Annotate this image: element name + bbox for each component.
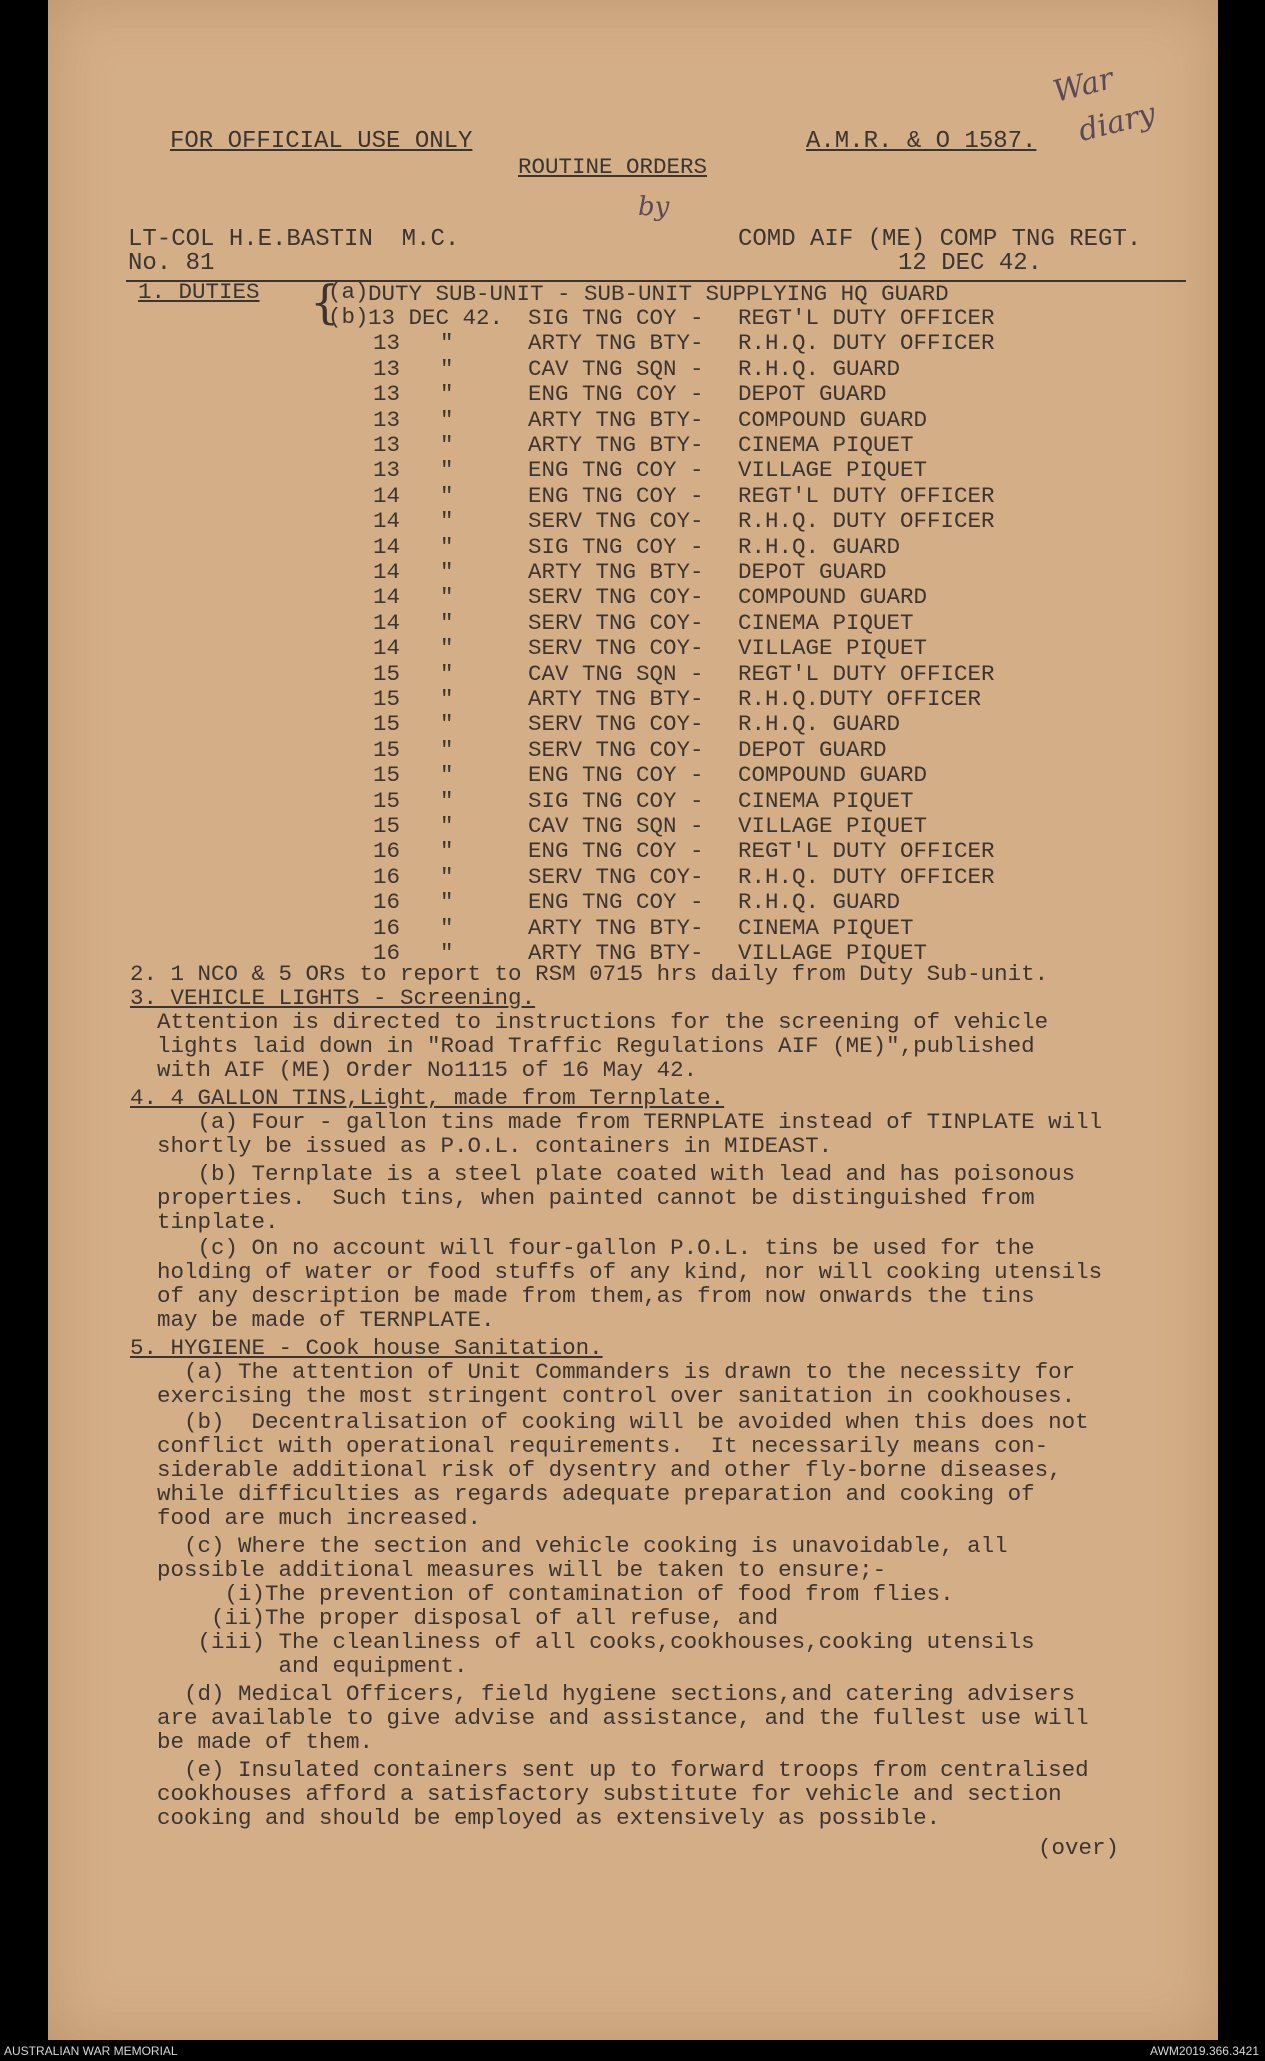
footer-accession: AWM2019.366.3421 bbox=[1150, 2044, 1259, 2058]
duty-day: 15 bbox=[373, 686, 401, 712]
duty-day: 15 bbox=[373, 661, 401, 687]
handwritten-note-diary: diary bbox=[1074, 96, 1160, 149]
duty-unit: ARTY TNG BTY- bbox=[528, 686, 704, 712]
item-5-line: (i)The prevention of contamination of food from flies. bbox=[130, 1581, 954, 1607]
ditto-mark: " bbox=[440, 635, 454, 661]
ditto-mark: " bbox=[440, 838, 454, 864]
duty-unit: SIG TNG COY - bbox=[528, 788, 704, 814]
item-5-line: (d) Medical Officers, field hygiene sections,and catering advisers bbox=[130, 1681, 1076, 1707]
item-5-line: (a) The attention of Unit Commanders is drawn to the necessity for bbox=[130, 1359, 1076, 1385]
item-5-line: exercising the most stringent control over sanitation in cookhouses. bbox=[130, 1383, 1076, 1409]
ditto-mark: " bbox=[440, 915, 454, 941]
duty-day: 14 bbox=[373, 483, 401, 509]
ditto-mark: " bbox=[440, 661, 454, 687]
duty-day: 15 bbox=[373, 711, 401, 737]
duty-unit: ENG TNG COY - bbox=[528, 762, 704, 788]
item-4-heading: 4. 4 GALLON TINS,Light, made from Ternplate. bbox=[130, 1085, 725, 1111]
handwritten-by: by bbox=[638, 192, 670, 222]
duty-day: 16 bbox=[373, 889, 401, 915]
item-4-line: shortly be issued as P.O.L. containers in MIDEAST. bbox=[130, 1133, 833, 1159]
classification: FOR OFFICIAL USE ONLY bbox=[170, 128, 473, 155]
duty-unit: ENG TNG COY - bbox=[528, 838, 704, 864]
duty-day: 13 bbox=[373, 457, 401, 483]
item-4-line: of any description be made from them,as from now onwards the tins bbox=[130, 1283, 1035, 1309]
duty-day: 16 bbox=[373, 940, 401, 966]
duty-unit: CAV TNG SQN - bbox=[528, 813, 704, 839]
brace-icon: { bbox=[310, 275, 340, 329]
duty-day: 14 bbox=[373, 534, 401, 560]
item-5-line: food are much increased. bbox=[130, 1505, 482, 1531]
duty-assignment: REGT'L DUTY OFFICER bbox=[738, 661, 995, 687]
duties-a-text: DUTY SUB-UNIT - SUB-UNIT SUPPLYING HQ GUARD bbox=[368, 281, 949, 307]
item-4-line: properties. Such tins, when painted cannot be distinguished from bbox=[130, 1185, 1035, 1211]
duty-day: 14 bbox=[373, 584, 401, 610]
duty-assignment: R.H.Q. DUTY OFFICER bbox=[738, 330, 995, 356]
duty-assignment: COMPOUND GUARD bbox=[738, 407, 928, 433]
item-4-line: may be made of TERNPLATE. bbox=[130, 1307, 495, 1333]
ditto-mark: " bbox=[440, 559, 454, 585]
duty-unit: CAV TNG SQN - bbox=[528, 356, 704, 382]
duty-day: 15 bbox=[373, 788, 401, 814]
duty-unit: ENG TNG COY - bbox=[528, 381, 704, 407]
ditto-mark: " bbox=[440, 356, 454, 382]
duties-heading: 1. DUTIES bbox=[138, 279, 260, 305]
duty-day: 13 DEC 42. bbox=[368, 305, 504, 331]
item-5-line: and equipment. bbox=[130, 1653, 468, 1679]
duty-unit: SERV TNG COY- bbox=[528, 711, 704, 737]
duty-unit: SERV TNG COY- bbox=[528, 864, 704, 890]
duty-assignment: DEPOT GUARD bbox=[738, 381, 887, 407]
ditto-mark: " bbox=[440, 610, 454, 636]
item-4-line: (c) On no account will four-gallon P.O.L. tins be used for the bbox=[130, 1235, 1035, 1261]
duty-day: 15 bbox=[373, 813, 401, 839]
duty-unit: ARTY TNG BTY- bbox=[528, 915, 704, 941]
item-5-line: (ii)The proper disposal of all refuse, and bbox=[130, 1605, 779, 1631]
duty-unit: ARTY TNG BTY- bbox=[528, 559, 704, 585]
item-5-line: conflict with operational requirements. It necessarily means con- bbox=[130, 1433, 1049, 1459]
duty-unit: SERV TNG COY- bbox=[528, 508, 704, 534]
order-date: 12 DEC 42. bbox=[898, 250, 1043, 277]
item-5-line: (c) Where the section and vehicle cooking is unavoidable, all bbox=[130, 1533, 1008, 1559]
duty-assignment: COMPOUND GUARD bbox=[738, 762, 928, 788]
ditto-mark: " bbox=[440, 381, 454, 407]
duty-day: 14 bbox=[373, 559, 401, 585]
duty-day: 15 bbox=[373, 737, 401, 763]
over-marker: (over) bbox=[1038, 1835, 1120, 1861]
item-5-line: are available to give advise and assistance, and the fullest use will bbox=[130, 1705, 1089, 1731]
order-number: No. 81 bbox=[128, 250, 215, 277]
ditto-mark: " bbox=[440, 940, 454, 966]
duty-unit: ENG TNG COY - bbox=[528, 483, 704, 509]
ditto-mark: " bbox=[440, 483, 454, 509]
document-page bbox=[48, 0, 1218, 2040]
duty-day: 16 bbox=[373, 915, 401, 941]
item-4-line: holding of water or food stuffs of any kind, nor will cooking utensils bbox=[130, 1259, 1103, 1285]
item-5-line: cookhouses afford a satisfactory substitute for vehicle and section bbox=[130, 1781, 1062, 1807]
duty-day: 14 bbox=[373, 635, 401, 661]
duty-assignment: REGT'L DUTY OFFICER bbox=[738, 838, 995, 864]
item-5-line: cooking and should be employed as extensively as possible. bbox=[130, 1805, 941, 1831]
duty-assignment: R.H.Q. GUARD bbox=[738, 711, 901, 737]
ditto-mark: " bbox=[440, 457, 454, 483]
duties-b-label: (b) bbox=[328, 304, 369, 330]
ditto-mark: " bbox=[440, 330, 454, 356]
document-title: ROUTINE ORDERS bbox=[518, 154, 708, 180]
duty-assignment: VILLAGE PIQUET bbox=[738, 457, 928, 483]
duty-unit: ARTY TNG BTY- bbox=[528, 940, 704, 966]
duty-day: 15 bbox=[373, 762, 401, 788]
duty-assignment: VILLAGE PIQUET bbox=[738, 635, 928, 661]
duties-a-label: (a) bbox=[328, 279, 369, 305]
item-5-line: (e) Insulated containers sent up to forward troops from centralised bbox=[130, 1757, 1089, 1783]
item-5-line: while difficulties as regards adequate preparation and cooking of bbox=[130, 1481, 1035, 1507]
duty-unit: SERV TNG COY- bbox=[528, 610, 704, 636]
ditto-mark: " bbox=[440, 813, 454, 839]
duty-unit: ARTY TNG BTY- bbox=[528, 330, 704, 356]
item-4-line: tinplate. bbox=[130, 1209, 279, 1235]
reference-number: A.M.R. & O 1587. bbox=[806, 128, 1037, 155]
duty-unit: SIG TNG COY - bbox=[528, 305, 704, 331]
duty-assignment: CINEMA PIQUET bbox=[738, 788, 914, 814]
item-5-line: (b) Decentralisation of cooking will be avoided when this does not bbox=[130, 1409, 1089, 1435]
duty-day: 14 bbox=[373, 508, 401, 534]
duty-assignment: R.H.Q.DUTY OFFICER bbox=[738, 686, 982, 712]
ditto-mark: " bbox=[440, 686, 454, 712]
duty-assignment: REGT'L DUTY OFFICER bbox=[738, 305, 995, 331]
item-4-line: (b) Ternplate is a steel plate coated with lead and has poisonous bbox=[130, 1161, 1076, 1187]
ditto-mark: " bbox=[440, 534, 454, 560]
ditto-mark: " bbox=[440, 432, 454, 458]
item-2: 2. 1 NCO & 5 ORs to report to RSM 0715 hrs daily from Duty Sub-unit. bbox=[130, 961, 1049, 987]
duty-day: 13 bbox=[373, 432, 401, 458]
handwritten-note-war: War bbox=[1049, 61, 1117, 110]
item-5-line: (iii) The cleanliness of all cooks,cookhouses,cooking utensils bbox=[130, 1629, 1035, 1655]
duty-unit: ENG TNG COY - bbox=[528, 889, 704, 915]
duty-day: 16 bbox=[373, 838, 401, 864]
ditto-mark: " bbox=[440, 788, 454, 814]
ditto-mark: " bbox=[440, 762, 454, 788]
item-3-line: with AIF (ME) Order No1115 of 16 May 42. bbox=[130, 1057, 698, 1083]
item-3-line: Attention is directed to instructions for the screening of vehicle bbox=[130, 1009, 1049, 1035]
item-5-line: possible additional measures will be taken to ensure;- bbox=[130, 1557, 887, 1583]
ditto-mark: " bbox=[440, 407, 454, 433]
unit-name: COMD AIF (ME) COMP TNG REGT. bbox=[738, 226, 1142, 253]
duty-assignment: CINEMA PIQUET bbox=[738, 915, 914, 941]
duty-assignment: R.H.Q. GUARD bbox=[738, 534, 901, 560]
ditto-mark: " bbox=[440, 508, 454, 534]
ditto-mark: " bbox=[440, 864, 454, 890]
duty-assignment: R.H.Q. GUARD bbox=[738, 356, 901, 382]
duty-day: 13 bbox=[373, 330, 401, 356]
ditto-mark: " bbox=[440, 584, 454, 610]
commander-name: LT-COL H.E.BASTIN M.C. bbox=[128, 226, 460, 253]
duty-assignment: R.H.Q. DUTY OFFICER bbox=[738, 864, 995, 890]
footer-institution: AUSTRALIAN WAR MEMORIAL bbox=[4, 2044, 178, 2058]
item-3-heading: 3. VEHICLE LIGHTS - Screening. bbox=[130, 985, 536, 1011]
duty-unit: SERV TNG COY- bbox=[528, 584, 704, 610]
ditto-mark: " bbox=[440, 737, 454, 763]
duty-day: 13 bbox=[373, 356, 401, 382]
duty-assignment: COMPOUND GUARD bbox=[738, 584, 928, 610]
duty-assignment: REGT'L DUTY OFFICER bbox=[738, 483, 995, 509]
duty-assignment: DEPOT GUARD bbox=[738, 559, 887, 585]
duty-unit: ENG TNG COY - bbox=[528, 457, 704, 483]
duty-unit: CAV TNG SQN - bbox=[528, 661, 704, 687]
item-5-line: be made of them. bbox=[130, 1729, 374, 1755]
duty-assignment: R.H.Q. GUARD bbox=[738, 889, 901, 915]
item-4-line: (a) Four - gallon tins made from TERNPLATE instead of TINPLATE will bbox=[130, 1109, 1103, 1135]
duty-assignment: CINEMA PIQUET bbox=[738, 610, 914, 636]
ditto-mark: " bbox=[440, 711, 454, 737]
duty-assignment: DEPOT GUARD bbox=[738, 737, 887, 763]
item-5-heading: 5. HYGIENE - Cook house Sanitation. bbox=[130, 1335, 603, 1361]
duty-day: 16 bbox=[373, 864, 401, 890]
item-5-line: siderable additional risk of dysentry and other fly-borne diseases, bbox=[130, 1457, 1062, 1483]
duty-unit: SIG TNG COY - bbox=[528, 534, 704, 560]
duty-assignment: VILLAGE PIQUET bbox=[738, 940, 928, 966]
duty-assignment: VILLAGE PIQUET bbox=[738, 813, 928, 839]
duty-day: 13 bbox=[373, 381, 401, 407]
duty-day: 13 bbox=[373, 407, 401, 433]
item-3-line: lights laid down in "Road Traffic Regulations AIF (ME)",published bbox=[130, 1033, 1035, 1059]
duty-assignment: CINEMA PIQUET bbox=[738, 432, 914, 458]
duty-assignment: R.H.Q. DUTY OFFICER bbox=[738, 508, 995, 534]
duty-day: 14 bbox=[373, 610, 401, 636]
ditto-mark: " bbox=[440, 889, 454, 915]
duty-unit: SERV TNG COY- bbox=[528, 737, 704, 763]
duty-unit: SERV TNG COY- bbox=[528, 635, 704, 661]
duty-unit: ARTY TNG BTY- bbox=[528, 407, 704, 433]
duty-unit: ARTY TNG BTY- bbox=[528, 432, 704, 458]
